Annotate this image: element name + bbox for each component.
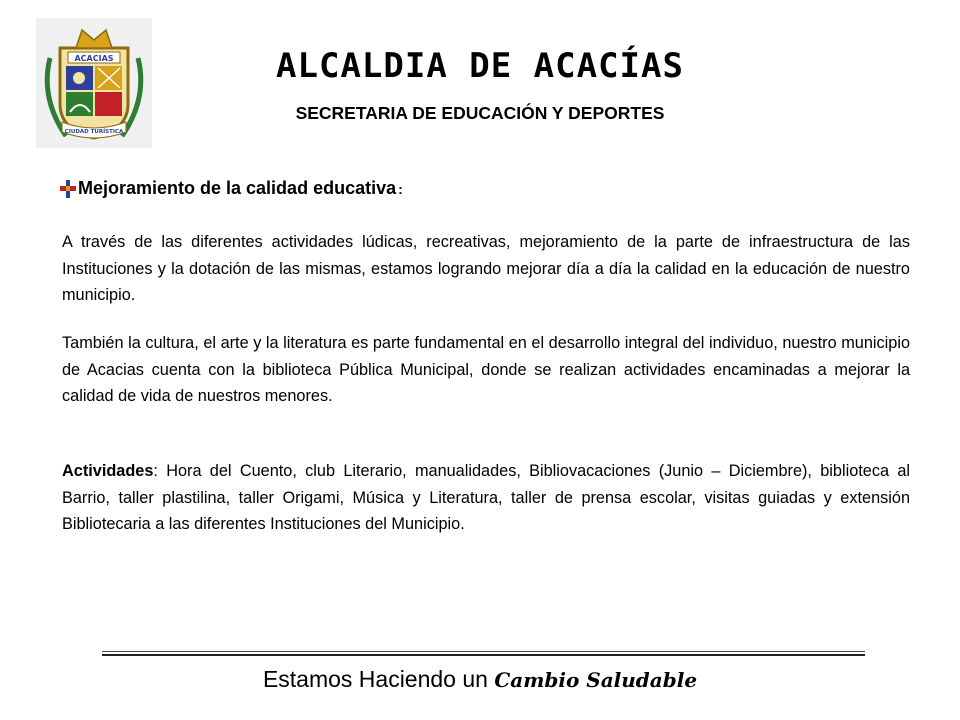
page-title: ALCALDIA DE ACACÍAS (276, 46, 684, 86)
activities-text: : Hora del Cuento, club Literario, manualidades, Bibliovacaciones (Junio – Diciembre), biblioteca al Barrio, taller plastilina, taller Origami, Música y Literatura, taller de prensa escolar, visitas guiadas y extensión Bibliotecaria a las diferentes Instituciones del Municipio. (62, 462, 910, 533)
activities-label: Actividades (62, 462, 154, 480)
bullet-icon (60, 180, 76, 198)
footer-slogan-script: Cambio Saludable (494, 668, 698, 692)
footer-prefix: Estamos Haciendo un (262, 666, 495, 692)
paragraph-culture: También la cultura, el arte y la literatura es parte fundamental en el desarrollo integral del individuo, nuestro municipio de Acacias cuenta con la biblioteca Pública Municipal, donde se realizan actividades encaminadas a mejorar la calidad de vida de nuestros menores. (62, 334, 910, 405)
footer-slogan (0, 666, 960, 693)
paragraph-quality: A través de las diferentes actividades lúdicas, recreativas, mejoramiento de la parte de infraestructura de las Instituciones y la dotación de las mismas, estamos logrando mejorar día a día la calidad en la educación de nuestro municipio. (62, 233, 910, 304)
page-subtitle: SECRETARIA DE EDUCACIÓN Y DEPORTES (295, 103, 665, 123)
section-heading-colon: : (398, 180, 403, 197)
crest-top-text: ACACIAS (74, 54, 114, 63)
footer-divider-thick (102, 654, 865, 656)
footer-divider (102, 651, 865, 652)
section-heading-text: Mejoramiento de la calidad educativa (78, 178, 397, 198)
paragraph-activities (62, 458, 910, 538)
crest-ribbon-text: CIUDAD TURÍSTICA (64, 129, 124, 135)
section-heading (60, 178, 403, 199)
